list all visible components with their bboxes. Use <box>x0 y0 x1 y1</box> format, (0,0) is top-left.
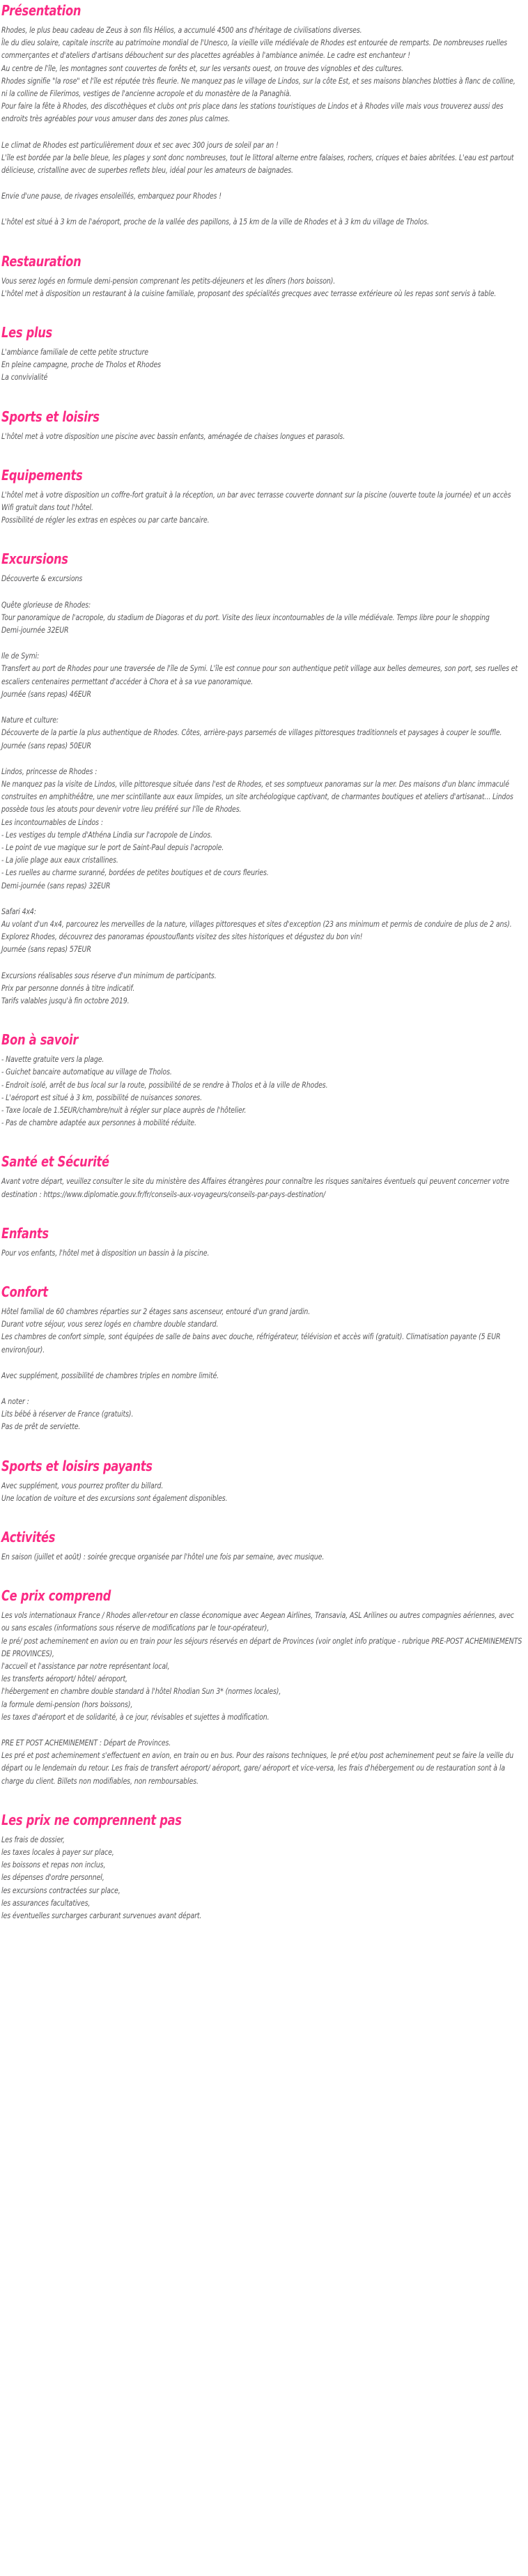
paragraph: Ile de Symi: <box>1 651 40 661</box>
paragraph: - Pas de chambre adaptée aux personnes à mobilité réduite. <box>1 1118 196 1128</box>
section-heading-sports-et-loisirs-payants: Sports et loisirs payants <box>1 1457 153 1474</box>
paragraph: PRE ET POST ACHEMINEMENT : Départ de Provinces. <box>1 1738 171 1748</box>
section-spacer <box>1 384 524 408</box>
paragraph: Découverte & excursions <box>1 573 83 584</box>
section-ce-prix-comprend <box>1 1563 524 1787</box>
paragraph: Une location de voiture et des excursions sont également disponibles. <box>1 1493 228 1503</box>
paragraph-spacer <box>1 892 524 905</box>
paragraph: Safari 4x4: <box>1 906 36 916</box>
paragraph: les dépenses d'ordre personnel, <box>1 1872 104 1883</box>
paragraph: Excursions réalisables sous réserve d'un minimum de participants. <box>1 970 217 980</box>
section-heading-bon-a-savoir: Bon à savoir <box>1 1031 79 1049</box>
paragraph: L'hôtel met à votre disposition une piscine avec bassin enfants, aménagée de chaises longues et parasols. <box>1 431 345 441</box>
section-heading-les-prix-ne-comprennent-pas: Les prix ne comprennent pas <box>1 1811 182 1828</box>
section-sports-et-loisirs-payants <box>1 1433 524 1504</box>
section-spacer <box>1 1504 524 1528</box>
paragraph: - L'aéroport est situé à 3 km, possibilité de nuisances sonores. <box>1 1092 202 1102</box>
section-spacer <box>1 229 524 252</box>
section-heading-sports-et-loisirs: Sports et loisirs <box>1 408 100 425</box>
paragraph-spacer <box>1 125 524 139</box>
paragraph-spacer <box>1 1723 524 1736</box>
section-spacer <box>1 1007 524 1031</box>
paragraph: Au volant d'un 4x4, parcourez les merveilles de la nature, villages pittoresques et sites d'exception (23 ans minimum et permis de conduire de plus de 2 ans). Explorez Rhodes, découvrez des panoramas époustouflants visitez des sites historiques et dégustez du bon vin! <box>1 918 512 942</box>
paragraph: En pleine campagne, proche de Tholos et Rhodes <box>1 360 161 370</box>
paragraph-spacer <box>1 700 524 714</box>
paragraph: Journée (sans repas) 50EUR <box>1 740 91 750</box>
paragraph: le pré/ post acheminement en avion ou en train pour les séjours réservés en départ de Provinces (voir onglet info pratique - rubrique PRE-POST ACHEMINEMENTS DE PROVINCES), <box>1 1635 522 1658</box>
section-heading-equipements: Equipements <box>1 466 83 484</box>
paragraph: Lits bébé à réserver de France (gratuits). <box>1 1409 134 1419</box>
paragraph: l'hébergement en chambre double standard à l'hôtel Rhodian Sun 3* (normes locales), <box>1 1686 281 1697</box>
paragraph-spacer <box>1 585 524 599</box>
section-heading-restauration: Restauration <box>1 252 81 270</box>
section-heading-ce-prix-comprend: Ce prix comprend <box>1 1587 111 1605</box>
paragraph: L'île est bordée par la belle bleue, les plages y sont donc nombreuses, tout le littoral alterne entre falaises, rochers, criques et baies abritées. L'eau est partout délicieuse, cristalline avec de superbes reflets bleu, idéal pour les amateurs de baignades. <box>1 152 514 176</box>
paragraph: Pour faire la fête à Rhodes, des discothèques et clubs ont pris place dans les stations touristiques de Lindos et à Rhodes ville mais vous trouverez aussi des endroits très agréables pour vous amuser dans des zones plus calmes. <box>1 101 504 124</box>
paragraph: Avec supplément, possibilité de chambres triples en nombre limité. <box>1 1370 219 1380</box>
section-heading-activites: Activités <box>1 1529 56 1546</box>
paragraph: Tour panoramique de l'acropole, du stadium de Diagoras et du port. Visite des lieux incontournables de la ville médiévale. Temps libre pour le shopping <box>1 612 490 622</box>
paragraph: Demi-journée (sans repas) 32EUR <box>1 880 111 890</box>
paragraph: Nature et culture: <box>1 715 59 725</box>
sections-container <box>1 1 524 1922</box>
paragraph: Les chambres de confort simple, sont équipées de salle de bains avec douche, réfrigérateur, télévision et accès wifi (gratuit). Climatisation payante (5 EUR environ/jour). <box>1 1332 501 1355</box>
paragraph: - Taxe locale de 1.5EUR/chambre/nuit à régler sur place auprès de l'hôtelier. <box>1 1104 247 1115</box>
paragraph: L'hôtel met à votre disposition un coffre-fort gratuit à la réception, un bar avec terrasse couverte donnant sur la piscine (ouverte toute la journée) et un accès Wifi gratuit dans tout l'hôtel. <box>1 489 511 513</box>
paragraph: les taxes d'aéroport et de solidarité, à ce jour, révisables et sujettes à modification. <box>1 1711 270 1722</box>
paragraph: les excursions contractées sur place, <box>1 1885 121 1895</box>
paragraph: les boissons et repas non inclus, <box>1 1860 106 1870</box>
paragraph: Avant votre départ, veuillez consulter le site du ministère des Affaires étrangères pour connaître les risques sanitaires éventuels qui peuvent concerner votre destination : https://www.diplomatie.gouv.fr/fr/conseils-aux-voyageurs/conseils-par-pays-destination/ <box>1 1176 509 1199</box>
paragraph: Le climat de Rhodes est particulièrement doux et sec avec 300 jours de soleil par an ! <box>1 139 279 150</box>
section-spacer <box>1 1259 524 1283</box>
section-bon-a-savoir <box>1 1007 524 1129</box>
paragraph: Rhodes, le plus beau cadeau de Zeus à son fils Hélios, a accumulé 4500 ans d'héritage de civilisations diverses. <box>1 25 362 35</box>
paragraph: Rhodes signifie "la rose" et l'île est réputée très fleurie. Ne manquez pas le village de Lindos, sur la côte Est, et ses maisons blanches blotties à flanc de colline, ni la colline de Filerimos, vestiges de l'ancienne acropole et du monastère de la Panaghià. <box>1 75 515 99</box>
paragraph: Pour vos enfants, l'hôtel met à disposition un bassin à la piscine. <box>1 1247 210 1258</box>
paragraph: Pas de prêt de serviette. <box>1 1421 81 1432</box>
section-heading-sante-et-securite: Santé et Sécurité <box>1 1153 109 1171</box>
paragraph: Lindos, princesse de Rhodes : <box>1 766 98 776</box>
paragraph: Les incontournables de Lindos : <box>1 817 103 827</box>
paragraph: Découverte de la partie la plus authentique de Rhodes. Côtes, arrière-pays parsemés de villages pittoresques traditionnels et paysages à couper le souffle. <box>1 727 502 738</box>
paragraph: Demi-journée 32EUR <box>1 625 69 635</box>
section-spacer <box>1 300 524 323</box>
section-equipements <box>1 442 524 527</box>
paragraph: A noter : <box>1 1396 29 1406</box>
paragraph: Durant votre séjour, vous serez logés en chambre double standard. <box>1 1319 219 1329</box>
paragraph-spacer <box>1 176 524 190</box>
paragraph: Envie d'une pause, de rivages ensoleillés, embarquez pour Rhodes ! <box>1 191 222 201</box>
section-presentation <box>1 1 524 229</box>
paragraph: Transfert au port de Rhodes pour une traversée de l'île de Symi. L'île est connue pour son authentique petit village aux belles demeures, son port, ses ruelles et escaliers centenaires permettant d'accéder à Chora et à sa vue panoramique. <box>1 663 518 686</box>
paragraph: Avec supplément, vous pourrez profiter du billard. <box>1 1480 164 1490</box>
section-spacer <box>1 1433 524 1457</box>
section-spacer <box>1 1787 524 1811</box>
paragraph-spacer <box>1 1356 524 1369</box>
paragraph: L'ambiance familiale de cette petite structure <box>1 347 148 357</box>
section-spacer <box>1 1201 524 1224</box>
paragraph: - La jolie plage aux eaux cristallines. <box>1 855 118 865</box>
paragraph: Les vols internationaux France / Rhodes aller-retour en classe économique avec Aegean Airlines, Transavia, ASL Arilines ou autres compagnies aériennes, avec ou sans escales (informations sous réserve de modifications par le tour-opérateur), <box>1 1610 514 1633</box>
paragraph: Tarifs valables jusqu'à fin octobre 2019. <box>1 995 130 1005</box>
paragraph: Prix par personne donnés à titre indicatif. <box>1 982 135 993</box>
paragraph: les taxes locales à payer sur place, <box>1 1847 114 1858</box>
paragraph: - Endroit isolé, arrêt de bus local sur la route, possibilité de se rendre à Tholos et à la ville de Rhodes. <box>1 1079 328 1090</box>
paragraph: Les frais de dossier, <box>1 1834 65 1844</box>
paragraph: - Le point de vue magique sur le port de Saint-Paul depuis l'acropole. <box>1 842 224 852</box>
paragraph: - Guichet bancaire automatique au village de Tholos. <box>1 1067 172 1077</box>
paragraph: Île du dieu solaire, capitale inscrite au patrimoine mondial de l'Unesco, la vieille ville médiévale de Rhodes est entourée de remparts. De nombreuses ruelles commerçantes et d'ateliers d'artisans débouchent sur des placettes agréables à l'ambiance animée. Le cadre est enchanteur ! <box>1 38 508 61</box>
paragraph: Hôtel familial de 60 chambres réparties sur 2 étages sans ascenseur, entouré d'un grand jardin. <box>1 1306 311 1316</box>
section-sports-et-loisirs <box>1 384 524 442</box>
paragraph: L'hôtel met à disposition un restaurant à la cuisine familiale, proposant des spécialités grecques avec terrasse extérieure où les repas sont servis à table. <box>1 288 497 298</box>
paragraph: Journée (sans repas) 57EUR <box>1 944 91 955</box>
paragraph-spacer <box>1 202 524 215</box>
paragraph: la formule demi-pension (hors boissons), <box>1 1699 133 1709</box>
paragraph: Possibilité de régler les extras en espèces ou par carte bancaire. <box>1 515 210 525</box>
section-heading-enfants: Enfants <box>1 1224 49 1242</box>
section-heading-excursions: Excursions <box>1 550 68 568</box>
section-activites <box>1 1504 524 1563</box>
paragraph: les transferts aéroport/ hôtel/ aéroport, <box>1 1674 127 1684</box>
paragraph: l'accueil et l'assistance par notre représentant local, <box>1 1661 170 1672</box>
paragraph: Journée (sans repas) 46EUR <box>1 688 91 699</box>
paragraph: - Les ruelles au charme suranné, bordées de petites boutiques et de cours fleuries. <box>1 867 269 878</box>
paragraph: La convivialité <box>1 372 48 383</box>
paragraph: Vous serez logés en formule demi-pension comprenant les petits-déjeuners et les dîners (hors boisson). <box>1 275 336 286</box>
section-restauration <box>1 229 524 300</box>
paragraph-spacer <box>1 1382 524 1395</box>
paragraph: - Les vestiges du temple d'Athéna Lindia sur l'acropole de Lindos. <box>1 829 212 840</box>
section-sante-et-securite <box>1 1129 524 1200</box>
section-heading-les-plus: Les plus <box>1 324 52 341</box>
section-spacer <box>1 526 524 550</box>
section-les-plus <box>1 300 524 384</box>
paragraph: Les pré et post acheminement s'effectuent en avion, en train ou en bus. Pour des raisons techniques, le pré et/ou post acheminement peut se faire la veille du départ ou le lendemain du retour. Les frais de transfert aéroport/ aéroport, gare/ aéroport et vice-versa, les frais d'hébergement ou de restauration sont à la charge du client. Billets non modifiables, non remboursables. <box>1 1750 514 1786</box>
paragraph-spacer <box>1 956 524 969</box>
section-les-prix-ne-comprennent-pas <box>1 1787 524 1922</box>
paragraph-spacer <box>1 752 524 765</box>
paragraph: les éventuelles surcharges carburant survenues avant départ. <box>1 1911 202 1921</box>
section-heading-presentation: Présentation <box>1 2 81 19</box>
paragraph-spacer <box>1 636 524 649</box>
paragraph: Ne manquez pas la visite de Lindos, ville pittoresque située dans l'est de Rhodes, et ses somptueux panoramas sur la mer. Des maisons d'un blanc immaculé construites en amphithéâtre, une mer scintillante aux eaux limpides, un site archéologique captivant, de charmantes boutiques et ateliers d'artisanat... Lindos possède tous les atouts pour devenir votre lieu préféré sur l'île de Rhodes. <box>1 778 513 815</box>
section-spacer <box>1 1129 524 1152</box>
section-excursions <box>1 526 524 1007</box>
paragraph: - Navette gratuite vers la plage. <box>1 1054 104 1065</box>
section-confort <box>1 1259 524 1433</box>
paragraph: L'hôtel est situé à 3 km de l'aéroport, proche de la vallée des papillons, à 15 km de la ville de Rhodes et à 3 km du village de Tholos. <box>1 217 429 227</box>
section-heading-confort: Confort <box>1 1283 48 1300</box>
section-enfants <box>1 1201 524 1259</box>
paragraph: Au centre de l'île, les montagnes sont couvertes de forêts et, sur les versants ouest, on trouve des vignobles et des cultures. <box>1 63 404 73</box>
section-spacer <box>1 442 524 466</box>
paragraph: les assurances facultatives, <box>1 1897 91 1908</box>
paragraph: Quête glorieuse de Rhodes: <box>1 599 91 610</box>
section-spacer <box>1 1563 524 1587</box>
paragraph: En saison (juillet et août) : soirée grecque organisée par l'hôtel une fois par semaine, avec musique. <box>1 1552 325 1562</box>
